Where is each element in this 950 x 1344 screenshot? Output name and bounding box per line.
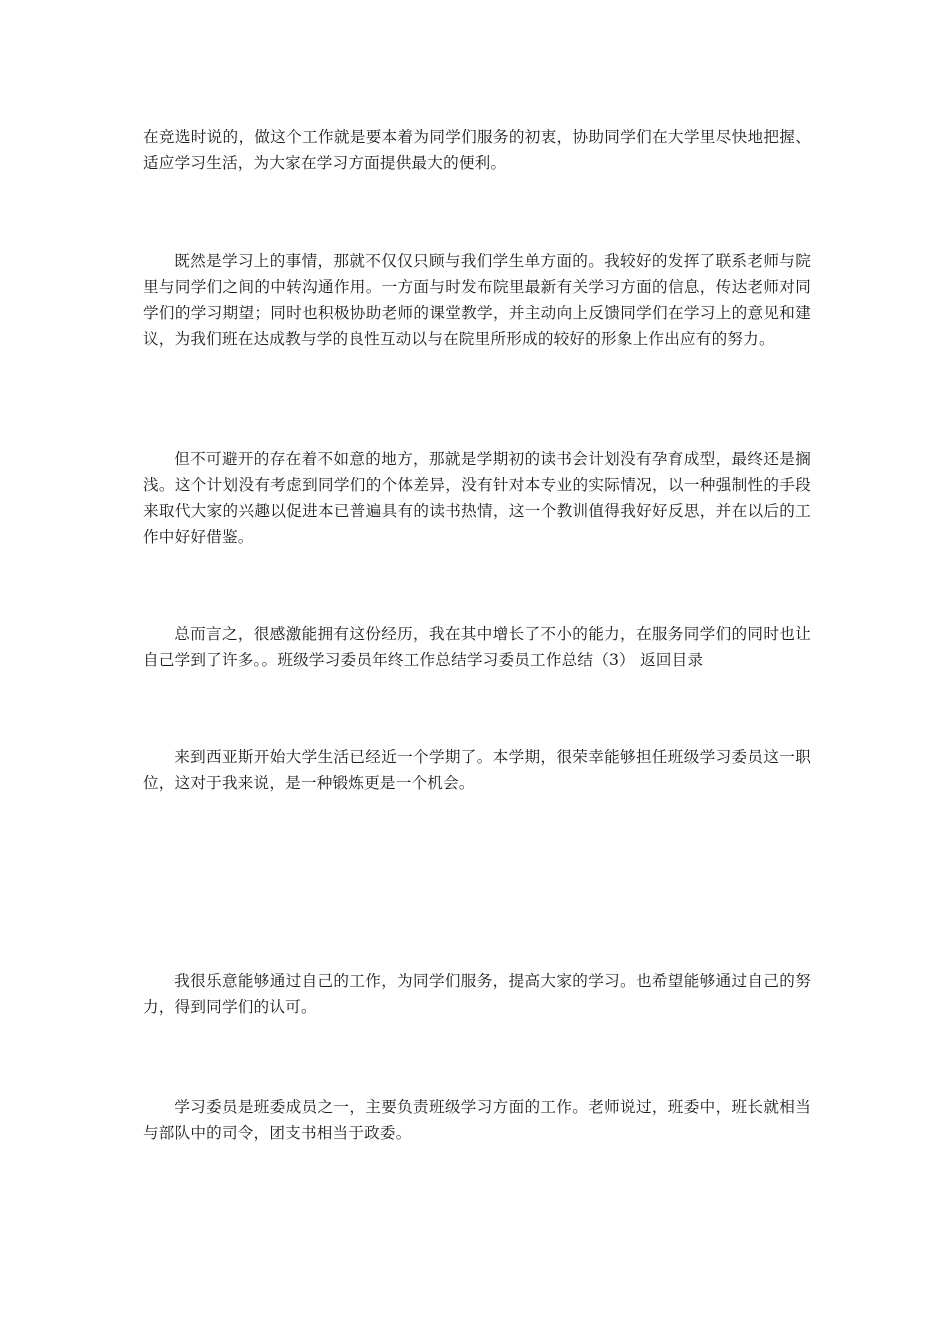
paragraph-4: 总而言之，很感激能拥有这份经历，我在其中增长了不小的能力，在服务同学们的同时也让自己学到了许多。。班级学习委员年终工作总结学习委员工作总结（3） 返回目录 (143, 625, 811, 669)
paragraph-2: 既然是学习上的事情，那就不仅仅只顾与我们学生单方面的。我较好的发挥了联系老师与院里与同学们之间的中转沟通作用。一方面与时发布院里最新有关学习方面的信息，传达老师对同学们的学习期望；同时也积极协助老师的课堂教学，并主动向上反馈同学们在学习上的意见和建议，为我们班在达成教与学的良性互动以与在院里所形成的较好的形象上作出应有的努力。 (143, 252, 811, 348)
paragraph-1: 在竞选时说的，做这个工作就是要本着为同学们服务的初衷，协助同学们在大学里尽快地把握、适应学习生活，为大家在学习方面提供最大的便利。 (143, 128, 811, 172)
paragraph-7: 学习委员是班委成员之一，主要负责班级学习方面的工作。老师说过，班委中，班长就相当与部队中的司令，团支书相当于政委。 (143, 1098, 811, 1142)
paragraph-3: 但不可避开的存在着不如意的地方，那就是学期初的读书会计划没有孕育成型，最终还是搁浅。这个计划没有考虑到同学们的个体差异，没有针对本专业的实际情况，以一种强制性的手段来取代大家的兴趣以促进本已普遍具有的读书热情，这一个教训值得我好好反思，并在以后的工作中好好借鉴。 (143, 450, 811, 546)
paragraph-5: 来到西亚斯开始大学生活已经近一个学期了。本学期，很荣幸能够担任班级学习委员这一职位，这对于我来说，是一种锻炼更是一个机会。 (143, 748, 811, 792)
paragraph-6: 我很乐意能够通过自己的工作，为同学们服务，提高大家的学习。也希望能够通过自己的努力，得到同学们的认可。 (143, 972, 811, 1016)
